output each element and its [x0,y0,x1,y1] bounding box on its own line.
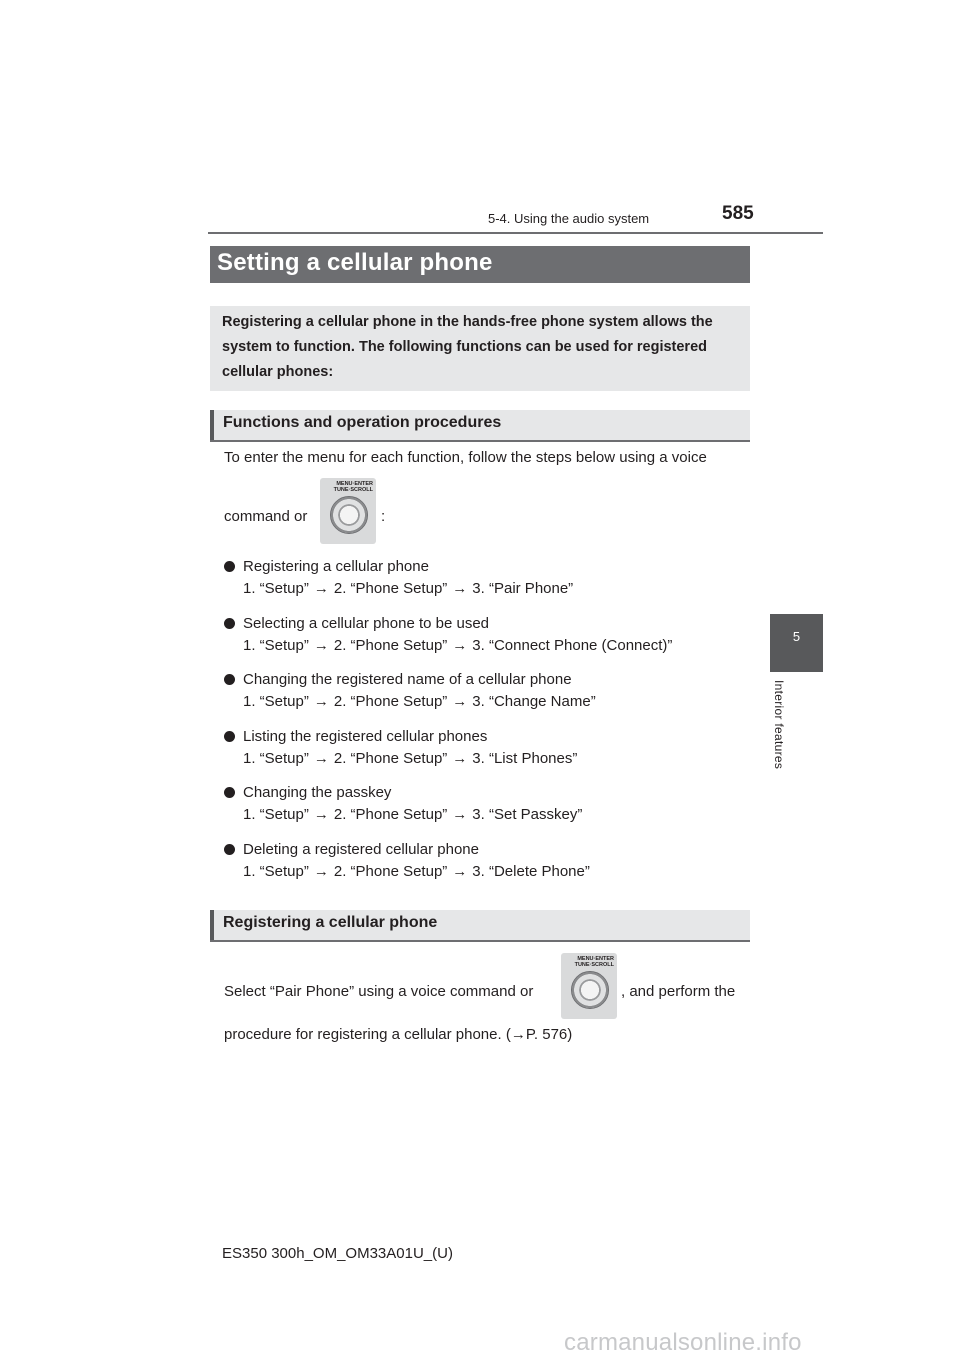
register-text-line2[interactable]: procedure for registering a cellular phone. (→P. 576) [224,1026,573,1043]
list-item [224,725,754,772]
intro-box [210,306,750,391]
instruction-line-2: command or [224,508,308,525]
knob-dial-icon [330,496,368,534]
list-item-label: Changing the registered name of a cellular phone [243,670,572,688]
knob-label: MENU·ENTER TUNE·SCROLL [574,956,614,968]
instruction-line-1: To enter the menu for each function, follow the steps below using a voice [224,449,707,466]
arrow-icon: → [313,580,329,597]
list-item-steps: 1. “Setup” → 2. “Phone Setup” → 3. “Change Name” [243,693,596,710]
arrow-icon: → [313,806,329,823]
arrow-icon: → [452,580,468,597]
list-item-label: Listing the registered cellular phones [243,727,488,745]
list-item [224,668,754,715]
arrow-icon: → [313,863,329,880]
arrow-icon: → [452,806,468,823]
list-item [224,555,754,602]
arrow-icon: → [313,637,329,654]
arrow-icon: → [452,750,468,767]
instruction-colon: : [381,508,386,525]
register-text-part2: , and perform the [621,983,736,1000]
list-item-steps: 1. “Setup” → 2. “Phone Setup” → 3. “Pair Phone” [243,580,574,597]
list-item [224,612,754,659]
bullet-icon [224,787,235,798]
register-heading: Registering a cellular phone [223,914,438,931]
arrow-icon: → [452,637,468,654]
chapter-tab[interactable] [770,614,823,672]
functions-heading: Functions and operation procedures [223,414,502,431]
page-number: 585 [722,203,754,224]
list-item-steps: 1. “Setup” → 2. “Phone Setup” → 3. “Delete Phone” [243,863,590,880]
bullet-icon [224,561,235,572]
chapter-label: Interior features [772,680,786,770]
bullet-icon [224,731,235,742]
list-item-steps: 1. “Setup” → 2. “Phone Setup” → 3. “List Phones” [243,750,578,767]
intro-text: Registering a cellular phone in the hands-free phone system allows the system to function. The following functions can be used for registered cellular phones: [222,314,713,380]
list-item-label: Changing the passkey [243,783,392,801]
list-item-steps: 1. “Setup” → 2. “Phone Setup” → 3. “Connect Phone (Connect)” [243,637,673,654]
register-text-part1: Select “Pair Phone” using a voice command or [224,983,534,1000]
knob-label: MENU·ENTER TUNE·SCROLL [333,481,373,493]
arrow-icon: → [452,693,468,710]
arrow-icon: → [452,863,468,880]
list-item-label: Selecting a cellular phone to be used [243,614,490,632]
arrow-icon: → [313,750,329,767]
section-header: 5-4. Using the audio system [488,211,650,226]
bullet-icon [224,844,235,855]
tune-scroll-knob-image [561,953,617,1019]
watermark[interactable]: carmanualsonline.info [564,1329,802,1356]
bullet-icon [224,618,235,629]
functions-heading-bar [210,410,750,442]
register-heading-bar [210,910,750,942]
tune-scroll-knob-image [320,478,376,544]
document-code: ES350 300h_OM_OM33A01U_(U) [222,1245,453,1262]
page-title: Setting a cellular phone [217,249,493,276]
page-title-bar [210,246,750,283]
list-item [224,838,754,885]
knob-dial-icon [571,971,609,1009]
header-divider [208,232,823,234]
chapter-number: 5 [792,629,801,644]
bullet-icon [224,674,235,685]
list-item-steps: 1. “Setup” → 2. “Phone Setup” → 3. “Set Passkey” [243,806,583,823]
list-item [224,781,754,828]
list-item-label: Deleting a registered cellular phone [243,840,479,858]
list-item-label: Registering a cellular phone [243,557,429,575]
arrow-icon: → [313,693,329,710]
